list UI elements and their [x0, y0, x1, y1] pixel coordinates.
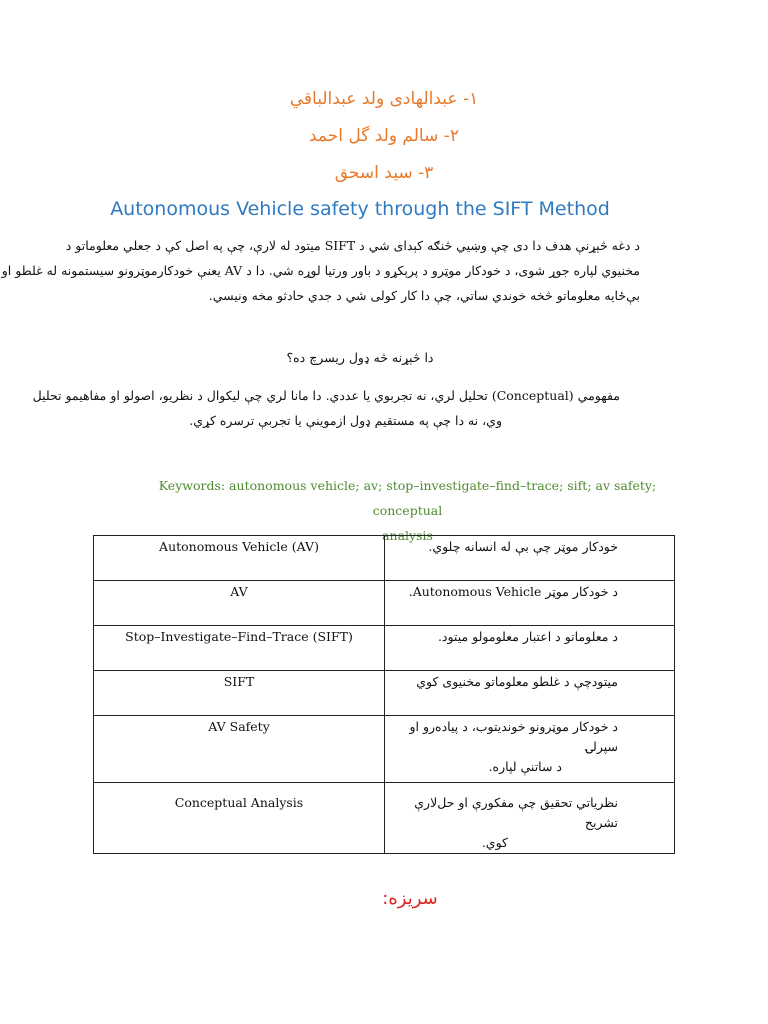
definition-cell — [385, 536, 675, 581]
definition-line: نظریاتي تحقیق چې مفکورې او حل‌لارې تشریح — [414, 795, 618, 830]
term-cell: Autonomous Vehicle (AV) — [94, 536, 385, 581]
definition-line: د خودکار موټر Autonomous Vehicle. — [408, 584, 618, 599]
table-row — [94, 671, 675, 716]
table-row — [94, 716, 675, 783]
authors-block — [0, 81, 768, 192]
definition-line: د ساتنې لپاره. — [488, 759, 562, 774]
table-row — [94, 581, 675, 626]
definition-line: میتودچې د غلطو معلوماتو مخنیوی کوي — [416, 674, 618, 689]
author-line: ١- عبدالهادی ولد عبدالباقي — [289, 89, 479, 109]
term-cell: AV Safety — [94, 716, 385, 783]
term-cell: Conceptual Analysis — [94, 783, 385, 854]
intro-line: مخنیوي لپاره جوړ شوی، د خودکار موټرو د پرېکړو د باور ورتیا لوړه شي. دا د AV یعنې خودکارموټرونو سیستمونه له غلطو او — [1, 263, 640, 278]
intro-line: بې‌ځایه معلوماتو څخه خوندي ساتي، چې دا کار کولی شي د جدي حادثو مخه ونیسي. — [208, 288, 640, 303]
definition-line: خودکار موټر چې بې له انسانه چلوي. — [428, 539, 618, 554]
document-title: Autonomous Vehicle safety through the SIFT Method — [110, 198, 610, 220]
table-row — [94, 626, 675, 671]
term-cell: Stop–Investigate–Find–Trace (SIFT) — [94, 626, 385, 671]
research-type-question: دا څېړنه څه ډول ریسرچ ده؟ — [286, 350, 434, 365]
author-line: ٣- سید اسحق — [334, 163, 434, 183]
definition-line: کوي. — [481, 835, 508, 850]
definition-cell — [385, 783, 675, 854]
table-row — [94, 783, 675, 854]
intro-line: د دغه څېړنې هدف دا دی چې وښيي څنګه کېدای شي د SIFT میتود له لارې، چې په اصل کې د جعلي معلوماتو د — [65, 238, 640, 253]
answer-line: مفهومي (Conceptual) تحلیل لري، نه تجربوي یا عددي. دا مانا لري چې لیکوال د نظریو، اصولو او مفاهیمو تحلیل — [32, 388, 620, 403]
keywords-line: analysis — [382, 528, 433, 543]
table-row — [94, 536, 675, 581]
keywords-line: Keywords: autonomous vehicle; av; stop–investigate–find–trace; sift; av safety; conceptual — [158, 478, 657, 518]
research-type-answer — [32, 383, 620, 433]
author-line: ٢- سالم ولد گل احمد — [308, 126, 460, 146]
terms-table — [93, 535, 675, 854]
definition-line: د خودکار موټرونو خوندیتوب، د پیاده‌رو او سپرلۍ — [409, 719, 618, 754]
definition-cell — [385, 626, 675, 671]
definition-line: د معلوماتو د اعتبار معلومولو میتود. — [437, 629, 618, 644]
answer-line: وي، نه دا چې په مستقیم ډول ازموینې یا تجربې ترسره کړي. — [189, 413, 502, 428]
definition-cell — [385, 671, 675, 716]
definition-cell — [385, 581, 675, 626]
definition-cell — [385, 716, 675, 783]
summary-heading: سریزه: — [382, 888, 438, 909]
term-cell: SIFT — [94, 671, 385, 716]
intro-paragraph — [1, 233, 640, 308]
term-cell: AV — [94, 581, 385, 626]
